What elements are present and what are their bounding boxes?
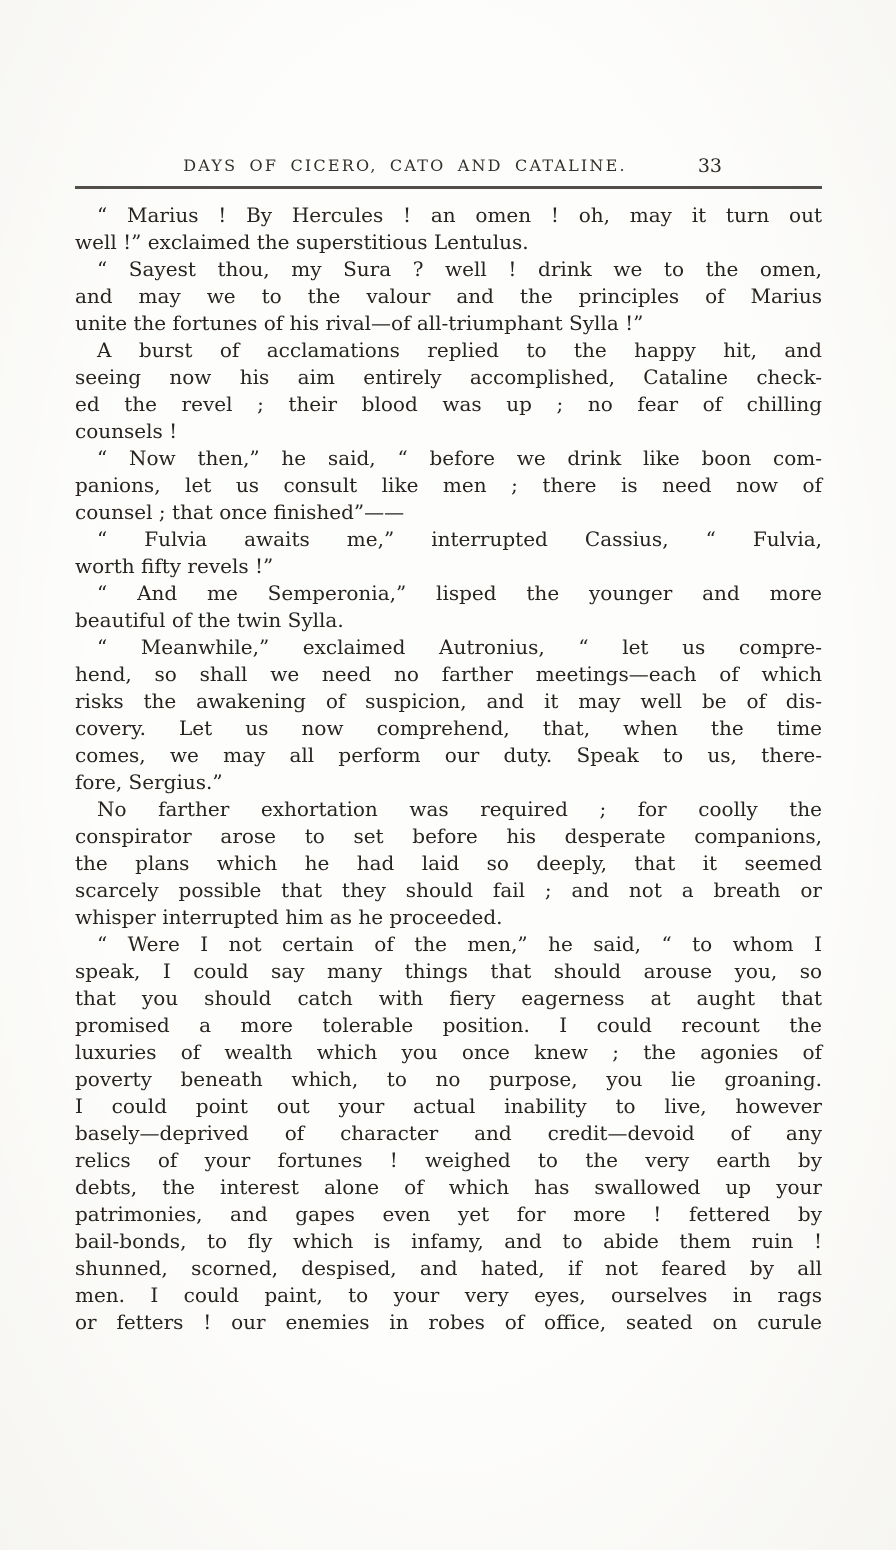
text-line: “ Marius ! By Hercules ! an omen ! oh, may it turn out xyxy=(97,203,822,227)
text-line: bail-bonds, to fly which is infamy, and to abide them ruin ! xyxy=(75,1229,822,1253)
text-line: the plans which he had laid so deeply, that it seemed xyxy=(75,851,822,875)
text-line: seeing now his aim entirely accomplished, Cataline check- xyxy=(75,365,822,389)
text-line: well !” exclaimed the superstitious Lentulus. xyxy=(75,230,529,254)
text-line: patrimonies, and gapes even yet for more ! fettered by xyxy=(75,1202,822,1226)
text-line: “ Fulvia awaits me,” interrupted Cassius, “ Fulvia, xyxy=(97,527,822,551)
running-title: DAYS OF CICERO, CATO AND CATALINE. xyxy=(183,156,627,175)
paragraph xyxy=(75,580,822,634)
text-line: I could point out your actual inability to live, however xyxy=(75,1094,822,1118)
paragraph xyxy=(75,445,822,526)
text-line: worth fifty revels !” xyxy=(75,554,274,578)
paragraph xyxy=(75,931,822,1336)
text-block xyxy=(75,202,822,1336)
paragraph xyxy=(75,337,822,445)
page-header xyxy=(75,156,822,182)
text-line: that you should catch with fiery eagerness at aught that xyxy=(75,986,822,1010)
text-line: comes, we may all perform our duty. Speak to us, there- xyxy=(75,743,822,767)
text-line: beautiful of the twin Sylla. xyxy=(75,608,344,632)
text-line: luxuries of wealth which you once knew ; the agonies of xyxy=(75,1040,822,1064)
text-line: fore, Sergius.” xyxy=(75,770,223,794)
text-line: whisper interrupted him as he proceeded. xyxy=(75,905,503,929)
paragraph xyxy=(75,796,822,931)
text-line: risks the awakening of suspicion, and it may well be of dis- xyxy=(75,689,822,713)
text-line: “ Now then,” he said, “ before we drink like boon com- xyxy=(97,446,822,470)
text-line: counsel ; that once finished”—— xyxy=(75,500,405,524)
paragraph xyxy=(75,202,822,256)
text-line: A burst of acclamations replied to the happy hit, and xyxy=(97,338,822,362)
text-line: unite the fortunes of his rival—of all-triumphant Sylla !” xyxy=(75,311,644,335)
text-line: speak, I could say many things that should arouse you, so xyxy=(75,959,822,983)
text-line: men. I could paint, to your very eyes, ourselves in rags xyxy=(75,1283,822,1307)
paragraph xyxy=(75,256,822,337)
text-line: No farther exhortation was required ; for coolly the xyxy=(97,797,822,821)
text-line: promised a more tolerable position. I could recount the xyxy=(75,1013,822,1037)
text-line: debts, the interest alone of which has swallowed up your xyxy=(75,1175,822,1199)
text-line: panions, let us consult like men ; there is need now of xyxy=(75,473,822,497)
text-line: relics of your fortunes ! weighed to the very earth by xyxy=(75,1148,822,1172)
text-line: covery. Let us now comprehend, that, when the time xyxy=(75,716,822,740)
text-line: counsels ! xyxy=(75,419,178,443)
text-line: or fetters ! our enemies in robes of office, seated on curule xyxy=(75,1310,822,1334)
text-line: conspirator arose to set before his desperate companions, xyxy=(75,824,822,848)
text-line: poverty beneath which, to no purpose, you lie groaning. xyxy=(75,1067,822,1091)
paragraph xyxy=(75,526,822,580)
text-line: “ And me Semperonia,” lisped the younger and more xyxy=(97,581,822,605)
paragraph xyxy=(75,634,822,796)
header-rule xyxy=(75,186,822,189)
page-number: 33 xyxy=(697,155,722,177)
text-line: basely—deprived of character and credit—devoid of any xyxy=(75,1121,822,1145)
text-line: shunned, scorned, despised, and hated, if not feared by all xyxy=(75,1256,822,1280)
text-line: “ Meanwhile,” exclaimed Autronius, “ let us compre- xyxy=(97,635,822,659)
text-line: and may we to the valour and the principles of Marius xyxy=(75,284,822,308)
text-line: “ Were I not certain of the men,” he said, “ to whom I xyxy=(97,932,822,956)
text-line: ed the revel ; their blood was up ; no fear of chilling xyxy=(75,392,822,416)
text-line: “ Sayest thou, my Sura ? well ! drink we to the omen, xyxy=(97,257,822,281)
text-line: scarcely possible that they should fail ; and not a breath or xyxy=(75,878,822,902)
text-line: hend, so shall we need no farther meetings—each of which xyxy=(75,662,822,686)
